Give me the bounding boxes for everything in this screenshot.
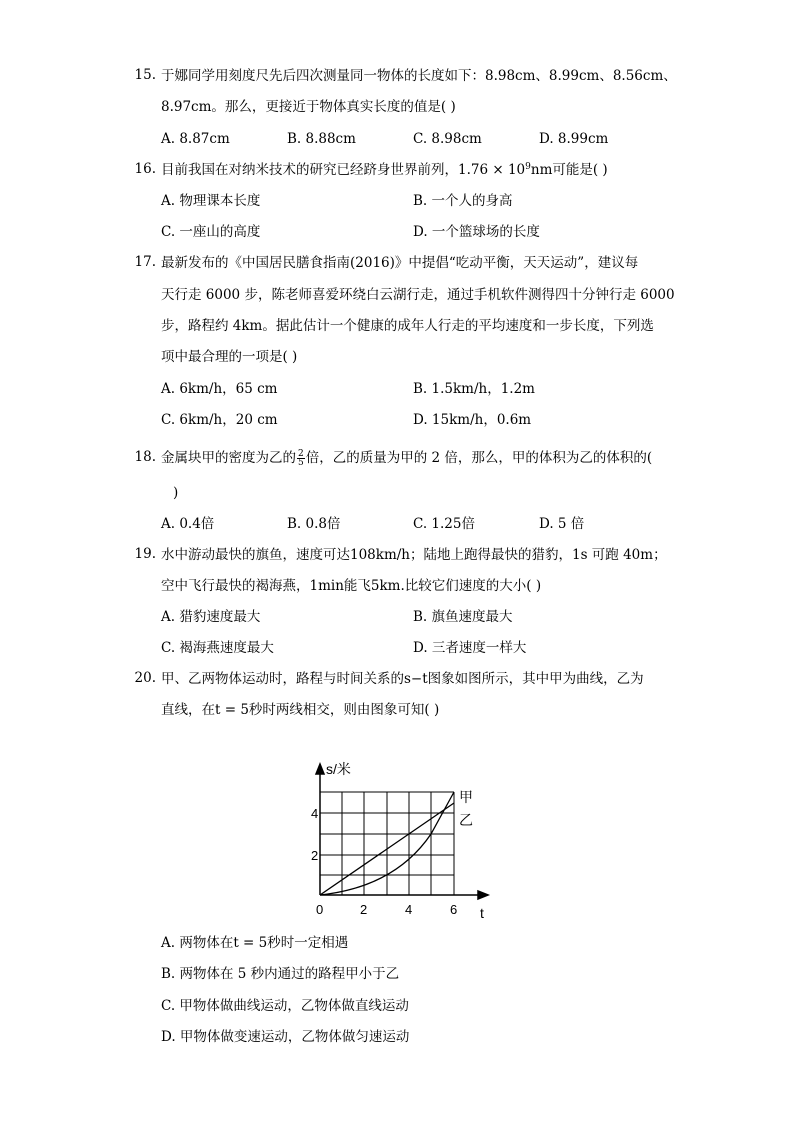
question-text-line: 直线，在t = 5秒时两线相交，则由图象可知( ) [161, 702, 440, 718]
question-text-part: nm可能是( ) [530, 162, 608, 178]
option-d[interactable]: D. 甲物体做变速运动，乙物体做匀速运动 [161, 1029, 410, 1045]
exponent: 9 [525, 162, 531, 172]
question-number: 16. [134, 161, 156, 177]
x-axis-label: t [480, 905, 484, 921]
option-d[interactable]: D. 15km/h，0.6m [413, 412, 532, 428]
question-text-line: 于娜同学用刻度尺先后四次测量同一物体的长度如下：8.98cm、8.99cm、8.56cm、 [161, 68, 677, 84]
option-c[interactable]: C. 甲物体做曲线运动，乙物体做直线运动 [161, 998, 409, 1014]
question-text-line: 8.97cm。那么，更接近于物体真实长度的值是( ) [161, 99, 456, 115]
option-b[interactable]: B. 1.5km/h，1.2m [413, 381, 535, 397]
option-c[interactable]: C. 褐海燕速度最大 [161, 640, 274, 656]
question-text-line: 天行走 6000 步，陈老师喜爱环绕白云湖行走，通过手机软件测得四十分钟行走 6000 [161, 287, 675, 303]
option-a[interactable]: A. 猎豹速度最大 [161, 609, 261, 625]
option-b[interactable]: B. 8.88cm [287, 131, 356, 147]
option-b[interactable]: B. 一个人的身高 [413, 193, 513, 209]
option-d[interactable]: D. 一个篮球场的长度 [413, 224, 540, 240]
question-text-part: 倍，乙的质量为甲的 2 倍，那么，甲的体积为乙的体积的( [305, 450, 653, 466]
x-tick-label: 2 [360, 902, 368, 917]
option-a[interactable]: A. 6km/h，65 cm [161, 381, 278, 397]
question-text-line: 步，路程约 4km。据此估计一个健康的成年人行走的平均速度和一步长度，下列选 [161, 318, 654, 334]
option-b[interactable]: B. 两物体在 5 秒内通过的路程甲小于乙 [161, 966, 400, 982]
option-b[interactable]: B. 旗鱼速度最大 [413, 609, 513, 625]
option-a[interactable]: A. 物理课本长度 [161, 193, 261, 209]
option-c[interactable]: C. 6km/h，20 cm [161, 412, 278, 428]
grid [320, 792, 454, 895]
option-a[interactable]: A. 8.87cm [161, 131, 230, 147]
x-tick-label: 4 [405, 902, 413, 917]
fraction-numerator: 2 [298, 449, 304, 459]
question-text-line [161, 161, 608, 179]
question-text-line: 水中游动最快的旗鱼，速度可达108km/h；陆地上跑得最快的猎豹，1s 可跑 40m； [161, 547, 667, 563]
question-text-line: 甲、乙两物体运动时，路程与时间关系的s−t图象如图所示，其中甲为曲线，乙为 [161, 671, 644, 687]
option-b[interactable]: B. 0.8倍 [287, 516, 341, 532]
fraction-denominator: 5 [298, 458, 304, 468]
option-c[interactable]: C. 一座山的高度 [161, 224, 261, 240]
option-d[interactable]: D. 5 倍 [539, 516, 585, 532]
y-axis-label: s/米 [326, 761, 351, 777]
question-text-line: 空中飞行最快的褐海燕，1min能飞5km.比较它们速度的大小( ) [161, 578, 542, 594]
option-c[interactable]: C. 1.25倍 [413, 516, 475, 532]
option-d[interactable]: D. 三者速度一样大 [413, 640, 527, 656]
question-number: 15. [134, 67, 156, 83]
question-number: 19. [134, 546, 156, 562]
question-number: 17. [134, 254, 156, 270]
curve-label-jia: 甲 [459, 789, 473, 805]
question-text-line: 最新发布的《中国居民膳食指南(2016)》中提倡“吃动平衡，天天运动”，建议每 [161, 255, 639, 271]
x-tick-label: 6 [450, 902, 458, 917]
question-text-part: 金属块甲的密度为乙的 [161, 450, 296, 466]
option-a[interactable]: A. 两物体在t = 5秒时一定相遇 [161, 935, 349, 951]
question-text-line: ) [173, 485, 179, 501]
question-text-part: 目前我国在对纳米技术的研究已经跻身世界前列，1.76 × 10 [161, 162, 526, 178]
y-tick-label: 4 [311, 806, 319, 821]
question-number: 20. [134, 670, 156, 686]
line-label-yi: 乙 [459, 812, 473, 828]
x-tick-label: 0 [316, 902, 324, 917]
s-t-graph [300, 752, 500, 922]
fraction [297, 450, 305, 467]
option-c[interactable]: C. 8.98cm [413, 131, 482, 147]
question-text-line [161, 449, 652, 467]
question-text-line: 项中最合理的一项是( ) [161, 349, 298, 365]
option-d[interactable]: D. 8.99cm [539, 131, 609, 147]
question-number: 18. [134, 449, 156, 465]
y-tick-label: 2 [311, 848, 319, 863]
option-a[interactable]: A. 0.4倍 [161, 516, 215, 532]
